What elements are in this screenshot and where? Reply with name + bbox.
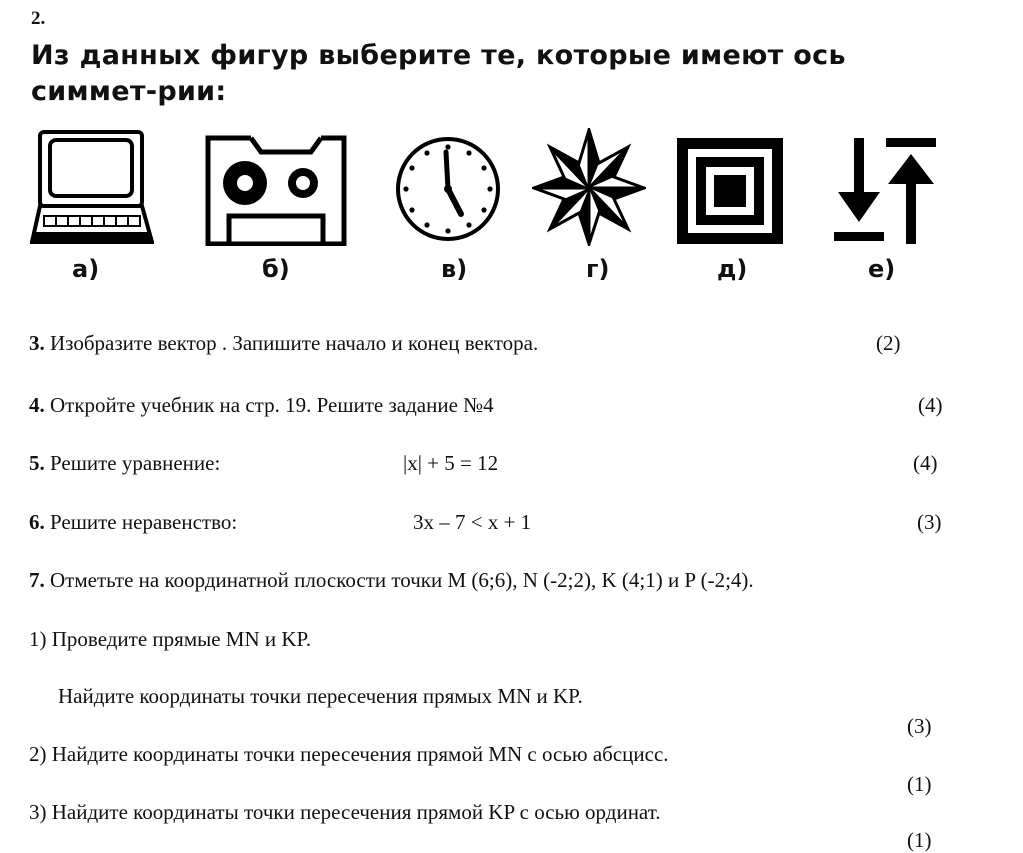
task3-number: 3. bbox=[29, 331, 45, 355]
cassette-icon bbox=[205, 128, 347, 246]
task7-sub3-points: (1) bbox=[907, 828, 932, 852]
task7-sub3: 3) Найдите координаты точки пересечения прямой KP с осью ординат. bbox=[29, 800, 661, 824]
laptop-icon bbox=[30, 128, 154, 246]
figure-label-a: а) bbox=[72, 255, 100, 283]
task3-points: (2) bbox=[876, 331, 901, 355]
task5-number: 5. bbox=[29, 451, 45, 475]
task7-sub2: 2) Найдите координаты точки пересечения прямой MN с осью абсцисс. bbox=[29, 742, 669, 766]
task5-equation: |x| + 5 = 12 bbox=[403, 451, 499, 475]
task7-text: Отметьте на координатной плоскости точки M (6;6), N (-2;2), K (4;1) и P (-2;4). bbox=[50, 568, 754, 592]
task5-text: Решите уравнение: bbox=[50, 451, 221, 475]
arrows-icon bbox=[826, 128, 940, 246]
task7-sub1b: Найдите координаты точки пересечения прямых MN и KP. bbox=[58, 684, 583, 708]
task6-number: 6. bbox=[29, 510, 45, 534]
task4-text: Откройте учебник на стр. 19. Решите задание №4 bbox=[50, 393, 494, 417]
figure-label-b: б) bbox=[262, 255, 290, 283]
task2-question: Из данных фигур выберите те, которые имеют ось симмет-рии: bbox=[31, 40, 846, 107]
task6-line bbox=[29, 510, 237, 535]
task7-sub1: 1) Проведите прямые MN и KP. bbox=[29, 627, 312, 651]
figure-label-g: г) bbox=[586, 255, 610, 283]
figure-label-d: д) bbox=[717, 255, 748, 283]
task5-points: (4) bbox=[913, 451, 938, 475]
task5-line bbox=[29, 451, 220, 476]
task6-inequality: 3x – 7 < x + 1 bbox=[413, 510, 532, 534]
task7-line bbox=[29, 568, 754, 593]
figure-label-v: в) bbox=[441, 255, 468, 283]
task6-points: (3) bbox=[917, 510, 942, 534]
task3-line bbox=[29, 331, 538, 356]
task7-sub2-points: (1) bbox=[907, 772, 932, 796]
task7-sub1-points: (3) bbox=[907, 714, 932, 738]
task4-points: (4) bbox=[918, 393, 943, 417]
clock-icon bbox=[392, 128, 504, 246]
task6-text: Решите неравенство: bbox=[50, 510, 238, 534]
figure-label-e: е) bbox=[868, 255, 896, 283]
task3-text: Изобразите вектор . Запишите начало и конец вектора. bbox=[50, 331, 539, 355]
nested-squares-icon bbox=[677, 128, 785, 246]
star-icon bbox=[532, 128, 646, 246]
task7-number: 7. bbox=[29, 568, 45, 592]
task4-number: 4. bbox=[29, 393, 45, 417]
task4-line bbox=[29, 393, 494, 418]
task2-number: 2. bbox=[31, 8, 46, 29]
